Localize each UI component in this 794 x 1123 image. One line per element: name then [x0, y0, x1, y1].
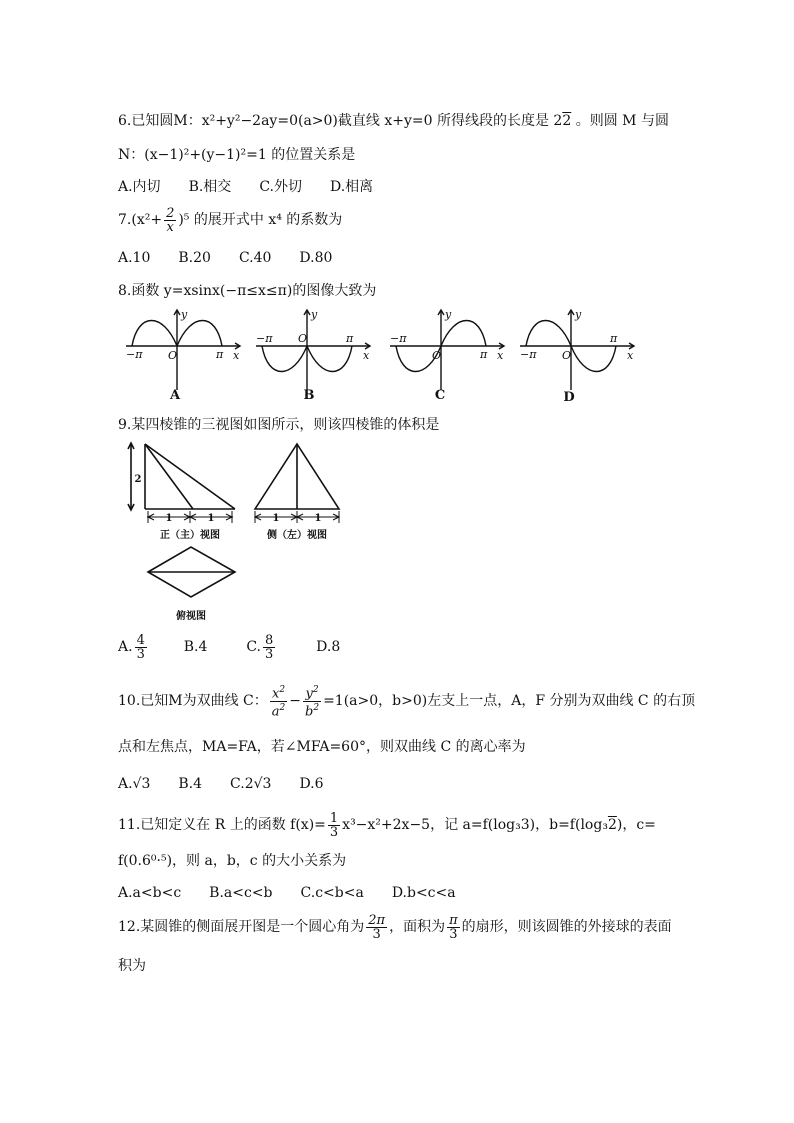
y-label: y	[311, 308, 318, 321]
sqrt-2: 2	[607, 817, 617, 833]
dim-one: 1	[165, 513, 173, 524]
pi-label: π	[480, 348, 488, 361]
dim-one: 1	[314, 513, 322, 524]
origin-label: O	[432, 349, 442, 362]
x-label: x	[233, 349, 240, 362]
q12-line2: 积为	[118, 958, 146, 974]
graph-label-b: B	[303, 388, 315, 403]
dim-one: 1	[272, 513, 280, 524]
q6-options	[118, 177, 401, 197]
neg-pi-label: −π	[256, 332, 273, 345]
front-view-label: 正（主）视图	[160, 530, 220, 541]
option-c[interactable]: C.c<b<a	[300, 885, 364, 901]
q7-line: 7.(x²+ $\frac{2}{x}$ )⁵ 的展开式中 x⁴ 的系数为	[118, 205, 343, 235]
q8-text: 8.函数 y=xsinx(−π≤x≤π)的图像大致为	[118, 283, 377, 299]
dim-one: 1	[207, 513, 215, 524]
fraction-y2-b2: $\frac{y^2}{b^2}$	[305, 685, 320, 719]
fraction: $\frac{1}{3}$	[329, 810, 339, 840]
neg-pi-label: −π	[126, 348, 143, 361]
q11-line1: 11.已知定义在 R 上的函数 f(x)= $\frac{1}{3}$ x³−x²+2x−5，记 a=f(log₃3)，b=f(log₃2)，c=	[118, 810, 656, 840]
q8-graphs	[118, 302, 638, 404]
origin-label: O	[562, 349, 572, 362]
option-c[interactable]: C.40	[238, 250, 272, 266]
y-label: y	[181, 308, 188, 321]
option-c[interactable]: C.外切	[259, 179, 302, 195]
pi-label: π	[346, 332, 354, 345]
fraction: $\frac{2}{x}$	[166, 205, 175, 235]
option-b[interactable]: B.a<c<b	[209, 885, 273, 901]
graph-label-a: A	[169, 388, 181, 403]
sqrt-2: 2	[562, 113, 572, 129]
option-a[interactable]: A. $\frac{4}{3}$	[118, 632, 145, 662]
front-view	[128, 443, 235, 523]
y-label: y	[445, 308, 452, 321]
option-a[interactable]: A.√3	[118, 776, 151, 792]
option-c[interactable]: C. $\frac{8}{3}$	[246, 632, 274, 662]
x-label: x	[497, 349, 504, 362]
pi-label: π	[610, 332, 618, 345]
y-label: y	[575, 308, 582, 321]
q10-line2: 点和左焦点，MA=FA，若∠MFA=60°，则双曲线 C 的离心率为	[118, 739, 526, 755]
graph-label-d: D	[563, 390, 575, 404]
q12-line1: 12.某圆锥的侧面展开图是一个圆心角为 $\frac{2\pi}{3}$ ，面积为 $\frac{\pi}{3}$ 的扇形，则该圆锥的外接球的表面	[118, 912, 672, 942]
option-d[interactable]: D.6	[299, 776, 324, 792]
top-view-label: 俯视图	[176, 611, 206, 622]
q9-three-views	[118, 437, 348, 627]
option-b[interactable]: B.4	[183, 639, 208, 655]
fraction: $\frac{2\pi}{3}$	[368, 912, 386, 942]
q9-text: 9.某四棱锥的三视图如图所示，则该四棱锥的体积是	[118, 417, 440, 433]
fraction: $\frac{4}{3}$	[136, 632, 145, 662]
origin-label: O	[298, 332, 308, 345]
option-b[interactable]: B.4	[178, 776, 203, 792]
graph-b[interactable]	[256, 310, 370, 390]
graph-label-c: C	[434, 388, 446, 403]
option-a[interactable]: A.内切	[118, 179, 161, 195]
q7-options	[118, 248, 360, 268]
origin-label: O	[168, 349, 178, 362]
side-view-label: 侧（左）视图	[267, 530, 327, 541]
option-d[interactable]: D.8	[316, 639, 341, 655]
fraction-x2-a2: $\frac{x^2}{a^2}$	[271, 685, 286, 719]
option-a[interactable]: A.a<b<c	[118, 885, 182, 901]
q10-line1: 10.已知M为双曲线 C： $\frac{x^2}{a^2}$ − $\frac{y^2}{b^2}$ =1(a>0，b>0)左支上一点，A，F 分别为双曲线 C 的右顶	[118, 685, 696, 719]
neg-pi-label: −π	[390, 332, 407, 345]
q11-options	[118, 883, 484, 903]
option-b[interactable]: B.20	[178, 250, 211, 266]
q6-line1: 6.已知圆M：x²+y²−2ay=0(a>0)截直线 x+y=0 所得线段的长度是 22 。则圆 M 与圆	[118, 113, 669, 129]
q9-options	[118, 630, 340, 664]
height-dim: 2	[134, 474, 142, 485]
q11-line2: f(0.6⁰·⁵)，则 a，b，c 的大小关系为	[118, 853, 347, 869]
q6-line2: N：(x−1)²+(y−1)²=1 的位置关系是	[118, 147, 356, 163]
graph-d[interactable]	[520, 310, 634, 390]
neg-pi-label: −π	[520, 348, 537, 361]
option-b[interactable]: B.相交	[188, 179, 232, 195]
fraction: $\frac{\pi}{3}$	[449, 912, 458, 942]
option-d[interactable]: D.b<c<a	[391, 885, 456, 901]
fraction: $\frac{8}{3}$	[264, 632, 274, 662]
option-c[interactable]: C.2√3	[230, 776, 272, 792]
q10-options	[118, 774, 352, 794]
option-a[interactable]: A.10	[118, 250, 151, 266]
x-label: x	[627, 349, 634, 362]
option-d[interactable]: D.80	[299, 250, 333, 266]
top-view	[148, 547, 235, 597]
x-label: x	[363, 349, 370, 362]
pi-label: π	[216, 348, 224, 361]
option-d[interactable]: D.相离	[329, 179, 374, 195]
side-view	[255, 444, 339, 523]
